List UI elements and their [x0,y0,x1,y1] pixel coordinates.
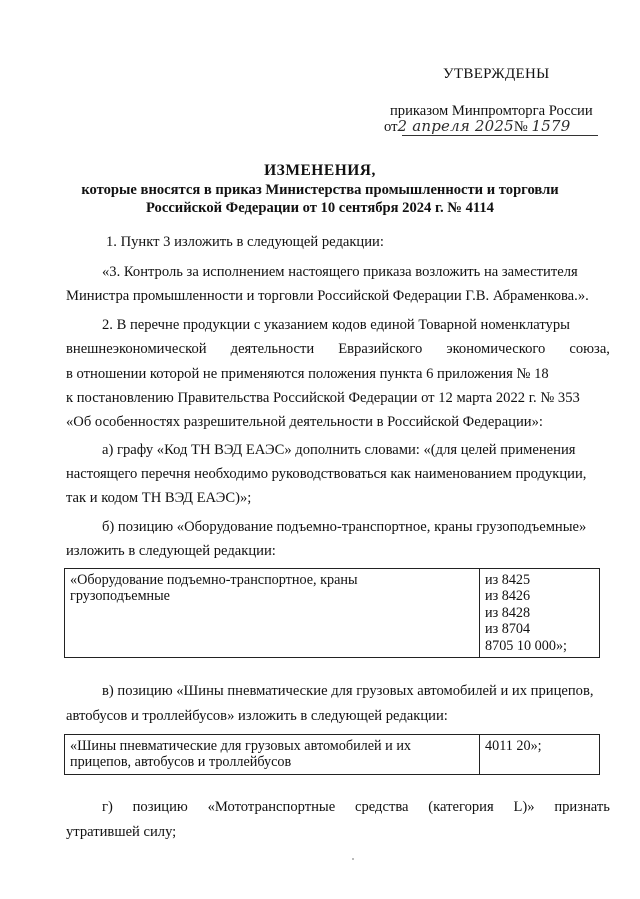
subitem-v-line2: автобусов и троллейбусов» изложить в следующей редакции: [66,708,448,724]
table-cell-name [65,569,480,658]
subitem-a-line2: настоящего перечня необходимо руководствоваться как наименованием продукции, [66,466,587,482]
word: (категория [428,799,494,815]
code: 8705 10 000»; [485,637,567,654]
table-cell-code [480,735,600,775]
table-tires [64,734,600,775]
paragraph-3-line5: «Об особенностях разрешительной деятельности в Российской Федерации»: [66,414,543,430]
word: позицию [132,799,188,815]
code: 4011 20»; [485,738,542,754]
paragraph-3-line2 [66,341,610,358]
handwritten-number: 1579 [531,117,571,135]
subitem-v-line1: в) позицию «Шины пневматические для грузовых автомобилей и их прицепов, [102,683,594,699]
cell-text: «Оборудование подъемно-транспортное, краны [70,572,358,588]
paragraph-3-line3: в отношении которой не применяются положения пункта 6 приложения № 18 [66,366,549,382]
word: Евразийского [338,341,423,357]
table-row [65,569,600,658]
word: «Мототранспортные [207,799,336,815]
cell-text: прицепов, автобусов и троллейбусов [70,754,292,771]
cell-text: грузоподъемные [70,588,170,605]
table-lifting-equipment [64,568,600,658]
word: г) [102,799,113,815]
subitem-g-line1 [102,799,610,816]
code: из 8426 [485,588,531,605]
document-subtitle-line1: которые вносятся в приказ Министерства промышленности и торговли [81,182,559,198]
subitem-b-line1: б) позицию «Оборудование подъемно-транспортное, краны грузоподъемные» [102,519,587,535]
scan-speck [352,858,354,860]
subitem-a-line3: так и кодом ТН ВЭД ЕАЭС)»; [66,490,252,506]
code: из 8425 [485,572,531,588]
order-reference: приказом Минпромторга России [390,103,593,119]
subitem-b-line2: изложить в следующей редакции: [66,543,276,559]
paragraph-3-line4: к постановлению Правительства Российской Федерации от 12 марта 2022 г. № 353 [66,390,580,406]
code: из 8428 [485,604,531,621]
document-subtitle-line2: Российской Федерации от 10 сентября 2024 г. № 4114 [146,200,494,216]
approved-heading: УТВЕРЖДЕНЫ [443,66,550,82]
order-date-number [384,117,604,139]
paragraph-2-line1: «3. Контроль за исполнением настоящего приказа возложить на заместителя [102,264,578,280]
word: внешнеэкономической [66,341,207,357]
subitem-g-line2: утратившей силу; [66,824,177,840]
paragraph-2-line2: Министра промышленности и торговли Российской Федерации Г.В. Абраменкова.». [66,288,589,304]
table-cell-name [65,735,480,775]
word: L)» [513,799,535,815]
document-title: ИЗМЕНЕНИЯ, [264,162,376,179]
word: средства [354,799,409,815]
cell-text: «Шины пневматические для грузовых автомобилей и их [70,738,412,754]
table-row [65,735,600,775]
code: из 8704 [485,621,531,638]
handwritten-date: 2 апреля 2025 [397,117,514,135]
signature-underline [402,135,598,136]
number-prefix: № [513,119,528,135]
word: деятельности [230,341,315,357]
subitem-a-line1: а) графу «Код ТН ВЭД ЕАЭС» дополнить словами: «(для целей применения [102,442,576,458]
paragraph-1: 1. Пункт 3 изложить в следующей редакции: [106,234,384,250]
word: союза, [569,341,610,357]
word: экономического [446,341,546,357]
table-cell-codes [480,569,600,658]
from-prefix: от [384,119,398,135]
paragraph-3-line1: 2. В перечне продукции с указанием кодов единой Товарной номенклатуры [102,317,570,333]
word: признать [554,799,610,815]
